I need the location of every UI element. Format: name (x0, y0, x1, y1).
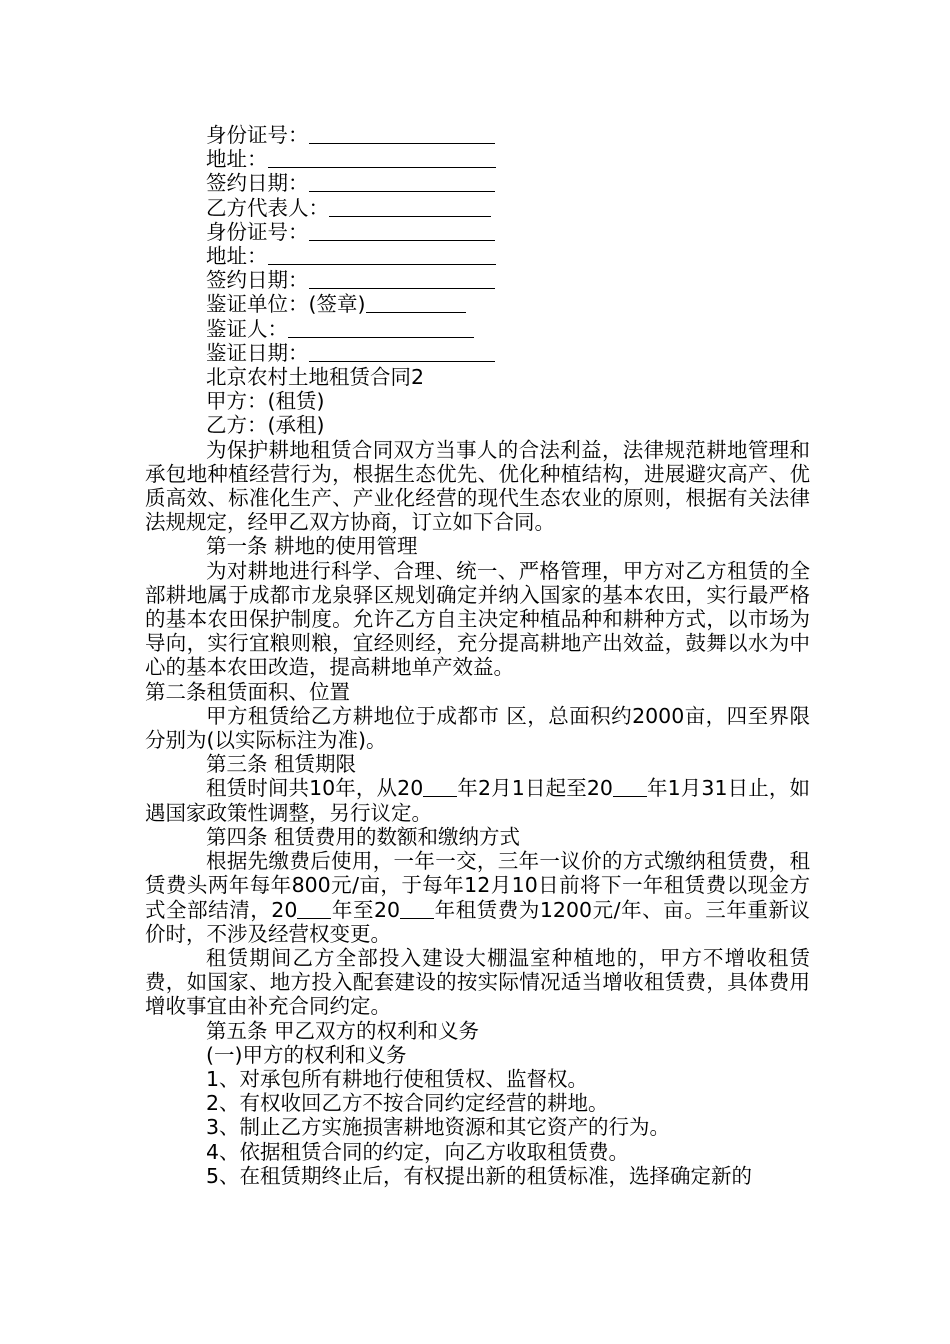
article-4-text-2: 租赁期间乙方全部投入建设大棚温室种植地的，甲方不增收租赁费，如国家、地方投入配套建设的按实际情况适当增收租赁费，具体费用增收事宜由补充合同约定。 (145, 945, 810, 1019)
article-5-subtitle: (一)甲方的权利和义务 (206, 1042, 407, 1067)
signature-blank (288, 319, 474, 338)
list-item: 2、有权收回乙方不按合同约定经营的耕地。 (206, 1091, 609, 1116)
article-2-title: 第二条租赁面积、位置 (145, 679, 350, 704)
signature-blank (268, 246, 496, 265)
year-blank (423, 778, 457, 797)
article-4-text-1 (145, 849, 810, 946)
signature-label: 鉴证单位：(签章) (206, 292, 366, 317)
article-1-title: 第一条 耕地的使用管理 (206, 534, 418, 559)
list-item: 3、制止乙方实施损害耕地资源和其它资产的行为。 (206, 1115, 671, 1140)
article-4-text-part-3: 年租赁费为1200元/年、亩。三年重新议价时，不涉及经营权变更。 (145, 897, 810, 946)
signature-line (145, 268, 810, 292)
signature-line (145, 171, 810, 195)
list-item: 4、依据租赁合同的约定，向乙方收取租赁费。 (206, 1139, 630, 1164)
rights-list (145, 1067, 810, 1188)
signature-label: 乙方代表人： (206, 195, 329, 220)
article-1-text: 为对耕地进行科学、合理、统一、严格管理，甲方对乙方租赁的全部耕地属于成都市龙泉驿区规划确定并纳入国家的基本农田，实行最严格的基本农田保护制度。允许乙方自主决定种植品种和耕种方式，以市场为导向，实行宜粮则粮，宜经则经，充分提高耕地产出效益，鼓舞以水为中心的基本农田改造，提高耕地单产效益。 (145, 558, 810, 680)
signature-line (145, 196, 810, 220)
signature-line (145, 220, 810, 244)
signature-line (145, 341, 810, 365)
article-4-title: 第四条 租赁费用的数额和缴纳方式 (206, 824, 521, 849)
signature-blank (309, 125, 495, 144)
signature-line (145, 317, 810, 341)
article-5-title: 第五条 甲乙双方的权利和义务 (206, 1018, 480, 1043)
signature-line (145, 292, 810, 316)
signature-line (145, 147, 810, 171)
list-item: 5、在租赁期终止后，有权提出新的租赁标准，选择确定新的 (206, 1163, 753, 1188)
year-blank (297, 900, 331, 919)
signature-label: 身份证号： (206, 219, 309, 244)
document-page (145, 123, 810, 1188)
party-b-line: 乙方：(承租) (206, 413, 325, 438)
signature-label: 签约日期： (206, 171, 309, 196)
signature-blank (309, 270, 495, 289)
signature-label: 地址： (206, 147, 268, 172)
signature-label: 鉴证日期： (206, 340, 309, 365)
year-blank (613, 778, 647, 797)
year-blank (400, 900, 434, 919)
article-3-text-part-1: 租赁时间共10年，从20 (206, 776, 424, 801)
article-3-text-part-3: 年1月31日止，如遇国家政策性调整，另行议定。 (145, 776, 810, 825)
article-4-text-part-1: 根据先缴费后使用，一年一交，三年一议价的方式缴纳租赁费，租赁费头两年每年800元/亩，于每年12月10日前将下一年租赁费以现金方式全部结清，20 (145, 849, 810, 922)
signature-label: 鉴证人： (206, 316, 288, 341)
article-3-text (145, 776, 810, 824)
signature-blank (366, 294, 466, 313)
article-3-text-part-2: 年2月1日起至20 (457, 776, 613, 801)
signature-blank (268, 149, 496, 168)
signature-line (145, 244, 810, 268)
signature-block (145, 123, 810, 365)
list-item: 1、对承包所有耕地行使租赁权、监督权。 (206, 1066, 589, 1091)
party-a-line: 甲方：(租赁) (206, 389, 325, 414)
article-2-text: 甲方租赁给乙方耕地位于成都市 区，总面积约2000亩，四至界限分别为(以实际标注为准)。 (145, 703, 810, 753)
article-4-text-part-2: 年至20 (331, 897, 401, 922)
article-3-title: 第三条 租赁期限 (206, 752, 357, 777)
signature-blank (309, 173, 495, 192)
signature-label: 签约日期： (206, 268, 309, 293)
signature-line (145, 123, 810, 147)
signature-label: 地址： (206, 244, 268, 269)
contract-title: 北京农村土地租赁合同2 (206, 365, 425, 390)
signature-label: 身份证号： (206, 123, 309, 147)
signature-blank (309, 343, 495, 362)
preamble-paragraph: 为保护耕地租赁合同双方当事人的合法利益，法律规范耕地管理和承包地种植经营行为，根据生态优先、优化种植结构，进展避灾高产、优质高效、标准化生产、产业化经营的现代生态农业的原则，根据有关法律法规规定，经甲乙双方协商，订立如下合同。 (145, 437, 810, 535)
signature-blank (309, 222, 495, 241)
signature-blank (329, 198, 491, 217)
